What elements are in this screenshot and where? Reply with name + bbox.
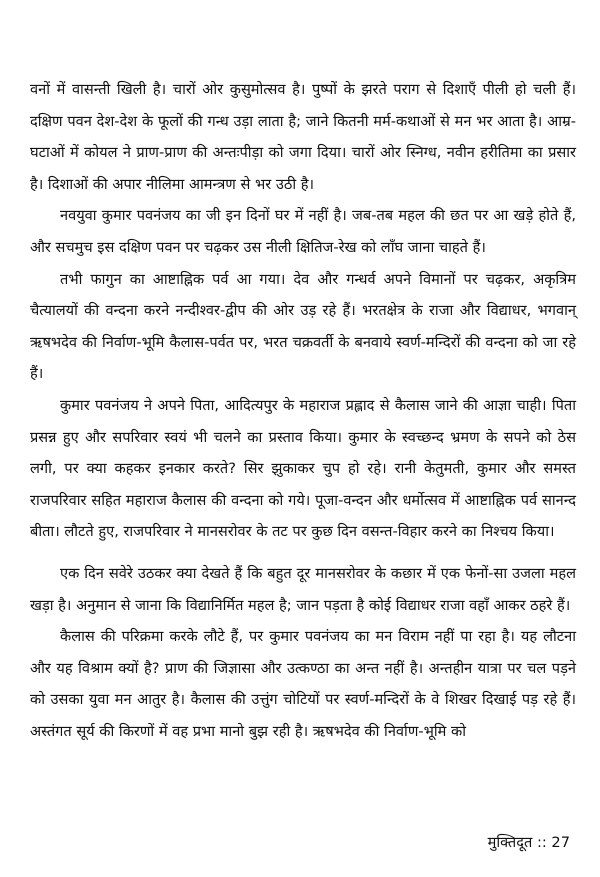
paragraph-1: वनों में वासन्ती खिली है। चारों ओर कुसुमोत्सव है। पुष्पों के झरते पराग से दिशाएँ पीली हो चली हैं। दक्षिण पवन देश-देश के फूलों की गन्ध उड़ा लाता है; जाने कितनी मर्म-कथाओं से मन भर आता है। आम्र-घटाओं में कोयल ने प्राण-प्राण की अन्तःपीड़ा को जगा दिया। चारों ओर स्निग्ध, नवीन हरीतिमा का प्रसार है। दिशाओं की अपार नीलिमा आमन्त्रण से भर उठी है। [30,81,576,193]
paragraph-5: एक दिन सवेरे उठकर क्या देखते हैं कि बहुत दूर मानसरोवर के कछार में एक फेनों-सा उजला महल खड़ा है। अनुमान से जाना कि विद्यानिर्मित महल है; जान पड़ता है कोई विद्याधर राजा वहाँ आकर ठहरे हैं। [30,564,576,614]
page-footer: मुक्तिदूत :: 27 [487,834,570,851]
page-body [30,74,576,747]
paragraph-2: नवयुवा कुमार पवनंजय का जी इन दिनों घर में नहीं है। जब-तब महल की छत पर आ खड़े होते हैं, और सचमुच इस दक्षिण पवन पर चढ़कर उस नीली क्षितिज-रेख को लाँघ जाना चाहते हैं। [30,207,576,256]
paragraph-3: तभी फागुन का आष्टाह्निक पर्व आ गया। देव और गन्धर्व अपने विमानों पर चढ़कर, अकृत्रिम चैत्यालयों की वन्दना करने नन्दीश्वर-द्वीप की ओर उड़ रहे हैं। भरतक्षेत्र के राजा और विद्याधर, भगवान् ऋषभदेव की निर्वाण-भूमि कैलास-पर्वत पर, भरत चक्रवर्ती के बनवाये स्वर्ण-मन्दिरों की वन्दना को जा रहे हैं। [30,270,576,383]
paragraph-4: कुमार पवनंजय ने अपने पिता, आदित्यपुर के महाराज प्रह्लाद से कैलास जाने की आज्ञा चाही। पिता प्रसन्न हुए और सपरिवार स्वयं भी चलने का प्रस्ताव किया। कुमार के स्वच्छन्द भ्रमण के सपने को ठेस लगी, पर क्या कहकर इनकार करते? सिर झुकाकर चुप हो रहे। रानी केतुमती, कुमार और समस्त राजपरिवार सहित महाराज कैलास की वन्दना को गये। पूजा-वन्दन और धर्मोत्सव में आष्टाह्निक पर्व सानन्द बीता। लौटते हुए, राजपरिवार ने मानसरोवर के तट पर कुछ दिन वसन्त-विहार करने का निश्चय किया। [30,396,576,541]
paragraph-6: कैलास की परिक्रमा करके लौटे हैं, पर कुमार पवनंजय का मन विराम नहीं पा रहा है। यह लौटना और यह विश्राम क्यों है? प्राण की जिज्ञासा और उत्कण्ठा का अन्त नहीं है। अन्तहीन यात्रा पर चल पड़ने को उसका युवा मन आतुर है। कैलास की उत्तुंग चोटियों पर स्वर्ण-मन्दिरों के वे शिखर दिखाई पड़ रहे हैं। अस्तंगत सूर्य की किरणों में वह प्रभा मानो बुझ रही है। ऋषभदेव की निर्वाण-भूमि को [30,628,576,740]
